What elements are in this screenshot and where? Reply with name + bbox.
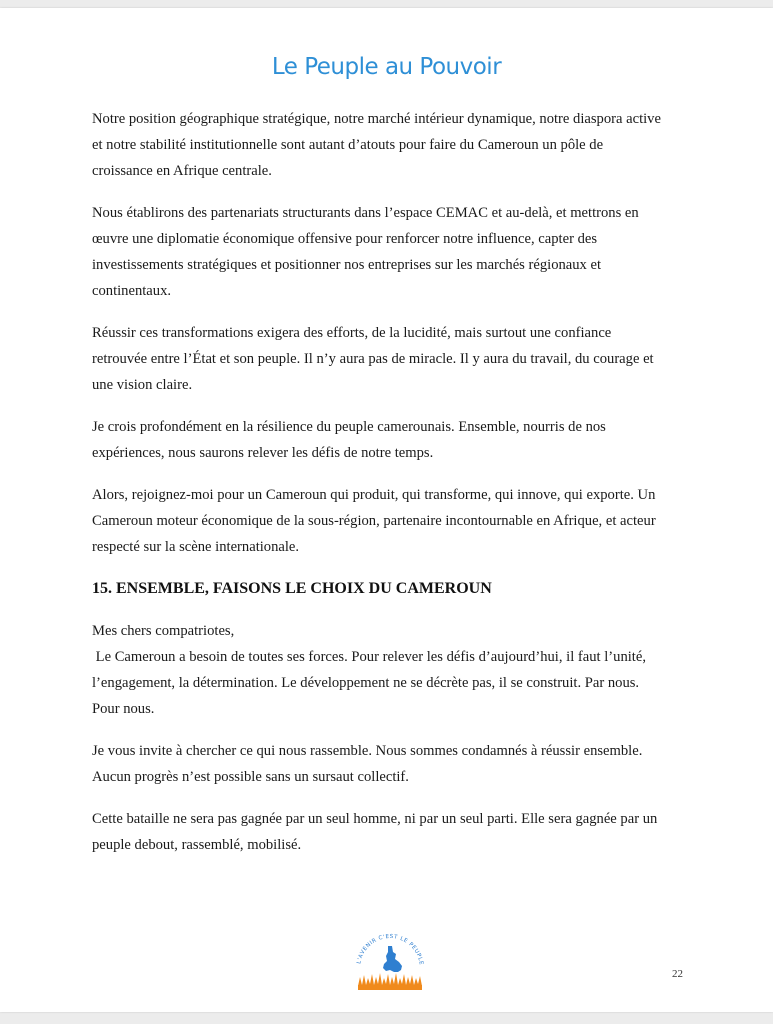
paragraph-4 xyxy=(92,414,692,466)
paragraph-7 xyxy=(92,738,692,790)
text-line: investissements stratégiques et positionner nos entreprises sur les marchés régionaux et xyxy=(92,257,602,273)
text-line: Mes chers compatriotes, xyxy=(92,623,235,639)
party-logo xyxy=(352,928,428,1014)
text-line: Je crois profondément en la résilience du peuple camerounais. Ensemble, nourris de nos xyxy=(92,419,606,435)
text-line: Pour nous. xyxy=(92,701,155,717)
text-line: respecté sur la scène internationale. xyxy=(92,539,300,555)
paragraph-5 xyxy=(92,482,692,560)
page-header-title: Le Peuple au Pouvoir xyxy=(271,54,502,80)
page-content xyxy=(92,106,692,874)
text-line: Notre position géographique stratégique, notre marché intérieur dynamique, notre diaspora active xyxy=(92,111,661,127)
paragraph-3 xyxy=(92,320,692,398)
text-line: Réussir ces transformations exigera des efforts, de la lucidité, mais surtout une confiance xyxy=(92,325,612,341)
text-line: Alors, rejoignez-moi pour un Cameroun qui produit, qui transforme, qui innove, qui exporte. Un xyxy=(92,487,656,503)
text-line: retrouvée entre l’État et son peuple. Il n’y aura pas de miracle. Il y aura du travail, du courage et xyxy=(92,351,654,367)
paragraph-2 xyxy=(92,200,692,304)
text-line: Le Cameroun a besoin de toutes ses forces. Pour relever les défis d’aujourd’hui, il faut l’unité, xyxy=(92,649,646,665)
logo-text: L'AVENIR C'EST LE PEUPLE xyxy=(356,933,424,966)
text-line: expériences, nous saurons relever les défis de notre temps. xyxy=(92,445,434,461)
text-line: peuple debout, rassemblé, mobilisé. xyxy=(92,837,302,853)
text-line: Aucun progrès n’est possible sans un sursaut collectif. xyxy=(92,769,409,785)
text-line: continentaux. xyxy=(92,283,172,299)
text-line: œuvre une diplomatie économique offensive pour renforcer notre influence, capter des xyxy=(92,231,598,247)
text-line: et notre stabilité institutionnelle sont autant d’atouts pour faire du Cameroun un pôle de xyxy=(92,137,604,153)
text-line: Je vous invite à chercher ce qui nous rassemble. Nous sommes condamnés à réussir ensemble. xyxy=(92,743,643,759)
text-line: Cameroun moteur économique de la sous-région, partenaire incontournable en Afrique, et acteur xyxy=(92,513,656,529)
page-number: 22 xyxy=(672,968,683,980)
paragraph-6 xyxy=(92,618,692,722)
section-heading: 15. ENSEMBLE, FAISONS LE CHOIX DU CAMEROUN xyxy=(92,580,492,597)
logo-graphic xyxy=(352,928,428,1014)
text-line: une vision claire. xyxy=(92,377,193,393)
text-line: Nous établirons des partenariats structurants dans l’espace CEMAC et au-delà, et mettrons en xyxy=(92,205,639,221)
text-line: l’engagement, la détermination. Le développement ne se décrète pas, il se construit. Par nous. xyxy=(92,675,640,691)
paragraph-8 xyxy=(92,806,692,858)
paragraph-1 xyxy=(92,106,692,184)
text-line: croissance en Afrique centrale. xyxy=(92,163,272,179)
text-line: Cette bataille ne sera pas gagnée par un seul homme, ni par un seul parti. Elle sera gagnée par un xyxy=(92,811,658,827)
document-page xyxy=(0,8,773,1012)
